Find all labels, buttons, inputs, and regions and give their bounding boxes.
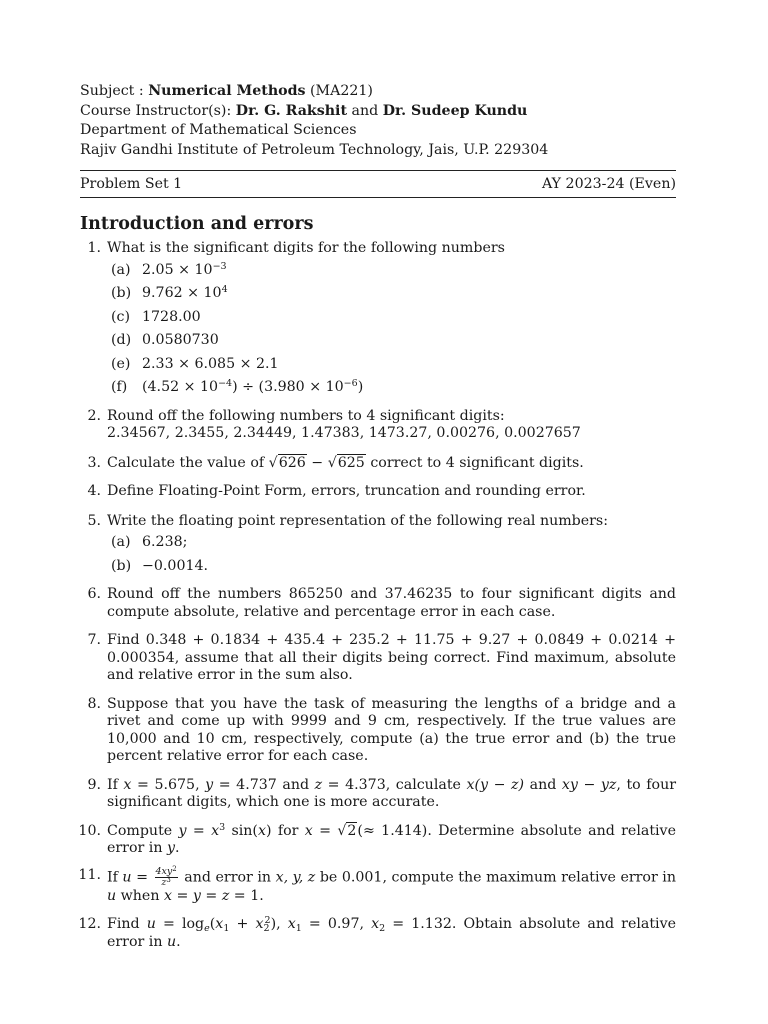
subscript: 2 xyxy=(263,923,270,934)
problem-12 xyxy=(80,916,676,951)
variables: x, y, z xyxy=(275,869,316,885)
sub-label: (b) xyxy=(111,557,132,574)
variable: x xyxy=(255,916,264,932)
radicand: 626 xyxy=(278,454,306,471)
number-list: 2.34567, 2.3455, 2.34449, 1.47383, 1473.27, 0.00276, 0.0027657 xyxy=(107,425,581,441)
sub-question-b xyxy=(107,285,676,303)
square-root: √625 xyxy=(327,454,365,471)
expression: x = y = z xyxy=(163,887,230,904)
text: (≈ 1.414). Determine absolute and relative error in xyxy=(107,822,676,856)
instructor-name-2: Dr. Sudeep Kundu xyxy=(382,102,528,119)
problem-text xyxy=(101,823,676,858)
subscript: 1 xyxy=(223,923,230,934)
text: = 0.97, xyxy=(301,916,372,932)
radicand: 625 xyxy=(337,454,365,471)
problem-6 xyxy=(80,586,676,621)
text: = 5.675, xyxy=(131,776,206,793)
sub-text: 2.33 × 6.085 × 2.1 xyxy=(142,355,279,372)
text: ) for xyxy=(265,822,305,839)
text: correct to 4 significant digits. xyxy=(365,454,584,471)
sub-question-d xyxy=(107,332,676,350)
variable: y xyxy=(205,776,214,793)
variable: u xyxy=(146,916,156,932)
text: (4.52 × 10 xyxy=(142,379,219,395)
text: be 0.001, compute the maximum relative error in xyxy=(315,869,676,885)
exponent: 3 xyxy=(219,821,226,833)
variable: y xyxy=(166,840,175,856)
variable: y xyxy=(178,822,187,839)
expression: xy − yz xyxy=(561,776,617,793)
text: Compute xyxy=(107,822,179,839)
exponent: 3 xyxy=(166,875,171,884)
numerator-text: 4xy xyxy=(155,865,173,877)
sub-text xyxy=(142,262,227,280)
text: − xyxy=(306,454,328,471)
problem-8 xyxy=(80,696,676,766)
exponent: 2 xyxy=(172,864,177,873)
instructor-name-1: Dr. G. Rakshit xyxy=(235,102,347,119)
problem-number: 7. xyxy=(87,632,101,648)
problem-list xyxy=(80,240,676,951)
problem-7 xyxy=(80,632,676,685)
instructor-and: and xyxy=(347,102,383,119)
problem-3 xyxy=(80,455,676,473)
problem-9 xyxy=(80,777,676,812)
section-title: Introduction and errors xyxy=(80,214,314,234)
sub-question-a xyxy=(107,534,676,552)
text: = xyxy=(312,822,338,839)
text: = 4.737 and xyxy=(213,776,315,793)
text: , to four significant digits, which one is more accurate. xyxy=(107,776,676,810)
sub-label: (a) xyxy=(111,534,131,550)
problem-text: Find 0.348 + 0.1834 + 435.4 + 235.2 + 11.75 + 9.27 + 0.0849 + 0.0214 + 0.000354, assume that all their digits being correct. Find maximum, absolute and relative error in the sum also. xyxy=(107,632,676,683)
square-root: √2 xyxy=(337,822,357,839)
sub-text: −0.0014. xyxy=(142,557,209,574)
denominator-text: z xyxy=(161,876,167,888)
square-root: √626 xyxy=(268,454,306,471)
sub-text: 0.0580730 xyxy=(142,332,219,348)
text: and error in xyxy=(179,869,276,885)
text: ), xyxy=(270,916,288,932)
text: sin( xyxy=(225,822,258,839)
sub-question-list xyxy=(107,262,676,397)
variable: x xyxy=(257,822,266,839)
denominator xyxy=(161,875,171,888)
text: . xyxy=(176,933,181,950)
exponent: −4 xyxy=(218,378,233,389)
exponent: −3 xyxy=(212,260,227,272)
problem-set-bar xyxy=(80,171,676,197)
variable: u xyxy=(107,887,117,904)
exponent: 2 xyxy=(264,915,271,926)
problem-text: Suppose that you have the task of measuring the lengths of a bridge and a rivet and come up with 9999 and 9 cm, respectively. If the true values are 10,000 and 10 cm, respectively, compute (a) the true error and (b) the true percent relative error for each case. xyxy=(107,695,676,764)
bottom-rule xyxy=(80,197,676,198)
sub-text xyxy=(142,379,363,397)
sub-question-list xyxy=(107,534,676,575)
sub-label: (e) xyxy=(111,355,131,372)
institute-line: Rajiv Gandhi Institute of Petroleum Technology, Jais, U.P. 229304 xyxy=(80,141,549,158)
sub-label: (f) xyxy=(111,379,128,395)
problem-text: What is the significant digits for the following numbers xyxy=(107,240,505,256)
variable: x xyxy=(211,822,220,839)
problem-text xyxy=(101,455,676,473)
subject-code: (MA221) xyxy=(305,83,373,99)
text: ( xyxy=(209,916,216,932)
sub-question-a xyxy=(107,262,676,280)
problem-number: 3. xyxy=(87,454,101,471)
sub-question-b xyxy=(107,558,676,576)
problem-number: 11. xyxy=(78,866,101,883)
expression: x(y − z) xyxy=(466,776,525,793)
problem-text xyxy=(101,864,676,906)
value: 2.05 × 10 xyxy=(142,261,213,278)
document-page xyxy=(80,82,676,951)
variable: x xyxy=(215,916,224,932)
variable: x xyxy=(304,822,313,839)
sub-question-f xyxy=(107,379,676,397)
problem-number: 6. xyxy=(87,586,101,602)
subscript: 2 xyxy=(379,923,386,934)
department-line: Department of Mathematical Sciences xyxy=(80,122,357,138)
variable: x xyxy=(371,916,380,932)
subject-line xyxy=(80,82,676,102)
fraction xyxy=(155,864,178,888)
problem-number: 9. xyxy=(87,776,101,793)
text: ) xyxy=(357,379,364,395)
text: ) ÷ (3.980 × 10 xyxy=(232,379,344,395)
problem-text: Round off the numbers 865250 and 37.46235 to four significant digits and compute absolute, relative and percentage error in each case. xyxy=(107,586,676,620)
sub-question-c xyxy=(107,309,676,327)
text: + xyxy=(229,916,256,932)
text: = 4.373, calculate xyxy=(322,776,467,793)
sub-label: (a) xyxy=(111,261,131,278)
text: Calculate the value of xyxy=(107,454,269,471)
text: . xyxy=(175,840,180,856)
problem-4 xyxy=(80,483,676,501)
subject-name: Numerical Methods xyxy=(148,83,306,99)
radicand: 2 xyxy=(347,822,357,839)
variable: x xyxy=(287,916,296,932)
text: Find xyxy=(107,916,147,932)
problem-number: 12. xyxy=(78,916,101,932)
problem-number: 1. xyxy=(87,240,101,256)
problem-number: 8. xyxy=(87,695,101,712)
subscript: 1 xyxy=(295,923,302,934)
variable: x xyxy=(123,776,132,793)
log-base: e xyxy=(204,923,210,934)
text: when xyxy=(116,887,164,904)
variable: u xyxy=(122,869,132,885)
problem-text xyxy=(101,777,676,812)
course-header xyxy=(80,82,676,160)
academic-year: AY 2023-24 (Even) xyxy=(542,176,676,192)
sub-text: 6.238; xyxy=(142,534,188,550)
problem-number: 10. xyxy=(78,822,101,839)
sub-label: (c) xyxy=(111,308,131,325)
instructor-line xyxy=(80,102,676,122)
text: = xyxy=(131,869,153,885)
problem-11 xyxy=(78,864,676,906)
variable: u xyxy=(166,933,177,950)
problem-number: 2. xyxy=(87,407,101,424)
problem-10 xyxy=(80,823,676,858)
text: = xyxy=(186,822,212,839)
sub-label: (b) xyxy=(111,285,132,301)
exponent: 4 xyxy=(221,284,228,295)
problem-5 xyxy=(80,513,676,576)
text: If xyxy=(107,869,123,885)
exponent: −6 xyxy=(343,378,358,389)
variable: z xyxy=(314,776,323,793)
text: = log xyxy=(155,916,205,932)
problem-2 xyxy=(80,408,676,443)
problem-1 xyxy=(80,240,676,397)
sub-text xyxy=(142,285,228,303)
problem-text: Define Floating-Point Form, errors, truncation and rounding error. xyxy=(107,483,586,499)
sub-label: (d) xyxy=(111,332,132,348)
problem-number: 5. xyxy=(87,512,101,529)
problem-text xyxy=(101,916,676,951)
problem-number: 4. xyxy=(87,483,101,499)
problem-set-title: Problem Set 1 xyxy=(80,176,183,192)
text: and xyxy=(524,776,562,793)
sub-text: 1728.00 xyxy=(142,308,201,325)
problem-text: Round off the following numbers to 4 significant digits: xyxy=(107,407,505,424)
problem-text: Write the floating point representation of the following real numbers: xyxy=(107,512,608,529)
text: If xyxy=(107,776,124,793)
value: 9.762 × 10 xyxy=(142,285,222,301)
instructor-label: Course Instructor(s): xyxy=(80,102,236,119)
sub-question-e xyxy=(107,356,676,374)
text: = 1. xyxy=(229,887,264,904)
subject-label: Subject : xyxy=(80,83,149,99)
text: = 1.132. Obtain absolute and relative error in xyxy=(107,916,676,950)
